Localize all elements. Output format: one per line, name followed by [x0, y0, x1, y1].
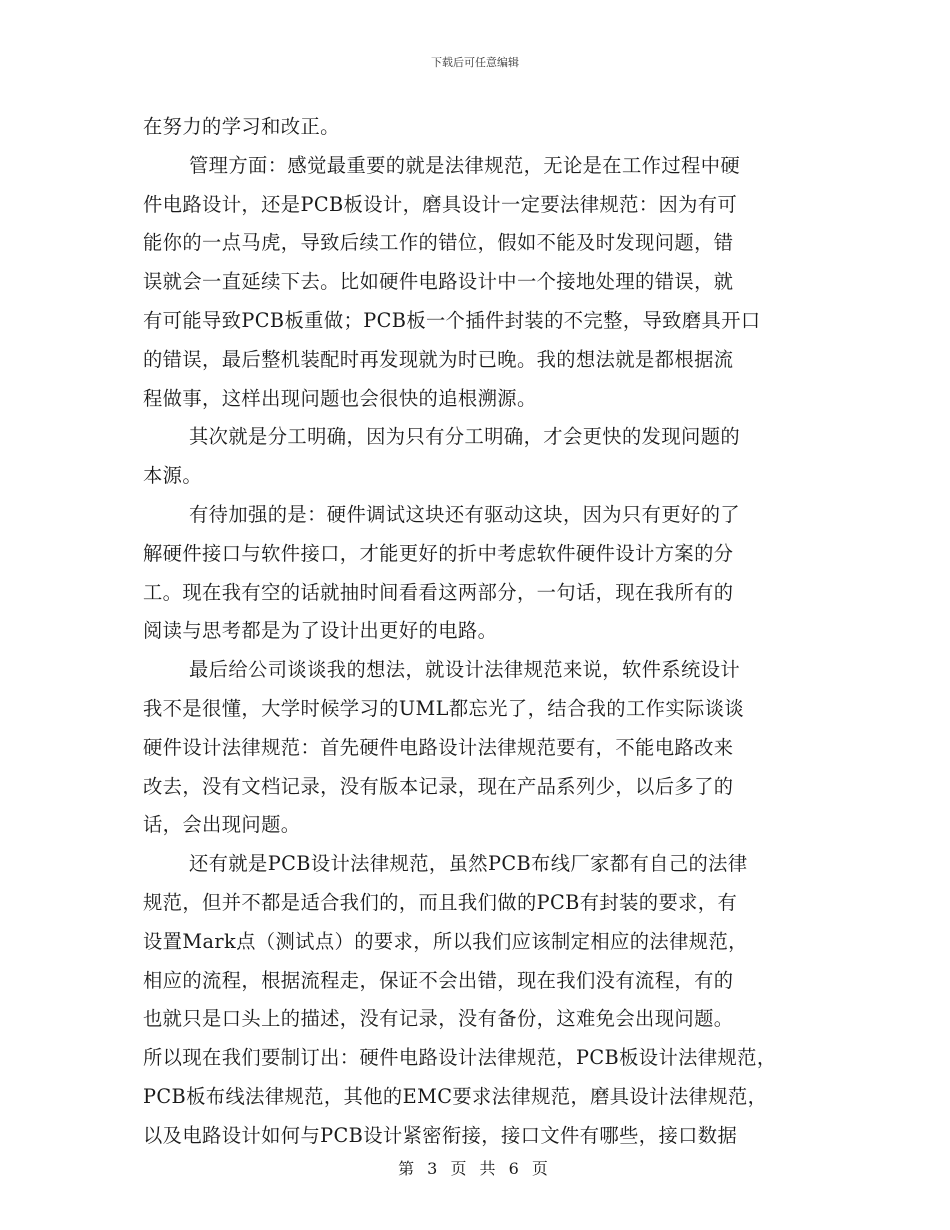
- text-line: 硬件设计法律规范：首先硬件电路设计法律规范要有，不能电路改来: [143, 735, 734, 759]
- text-line: 工。现在我有空的话就抽时间看看这两部分，一句话，现在我所有的: [143, 580, 734, 604]
- text-line: 有待加强的是：硬件调试这块还有驱动这块，因为只有更好的了: [189, 502, 741, 526]
- text-line: 有可能导致PCB板重做；PCB板一个插件封装的不完整，导致磨具开口: [143, 308, 761, 332]
- text-line: 也就只是口头上的描述，没有记录，没有备份，这难免会出现问题。: [143, 1007, 734, 1031]
- text-line: 设置Mark点（测试点）的要求，所以我们应该制定相应的法律规范，: [143, 929, 748, 953]
- text-line: 改去，没有文档记录，没有版本记录，现在产品系列少，以后多了的: [143, 774, 734, 798]
- text-line: 阅读与思考都是为了设计出更好的电路。: [143, 619, 498, 643]
- page-header: 下载后可任意编辑: [431, 56, 519, 69]
- text-line: 在努力的学习和改正。: [143, 115, 340, 138]
- text-line: 还有就是PCB设计法律规范，虽然PCB布线厂家都有自己的法律: [189, 852, 748, 876]
- text-line: 件电路设计，还是PCB板设计，磨具设计一定要法律规范：因为有可: [143, 192, 738, 216]
- text-line: 我不是很懂，大学时候学习的UML都忘光了，结合我的工作实际谈谈: [143, 696, 745, 720]
- text-line: 话，会出现问题。: [143, 813, 301, 837]
- text-line: 规范，但并不都是适合我们的，而且我们做的PCB有封装的要求，有: [143, 890, 738, 914]
- text-line: 最后给公司谈谈我的想法，就设计法律规范来说，软件系统设计: [189, 658, 741, 682]
- text-line: 其次就是分工明确，因为只有分工明确，才会更快的发现问题的: [189, 425, 741, 449]
- text-line: 管理方面：感觉最重要的就是法律规范，无论是在工作过程中硬: [189, 153, 741, 177]
- text-line: 误就会一直延续下去。比如硬件电路设计中一个接地处理的错误，就: [143, 270, 734, 294]
- text-line: 相应的流程，根据流程走，保证不会出错，现在我们没有流程，有的: [143, 968, 734, 992]
- text-line: 所以现在我们要制订出：硬件电路设计法律规范，PCB板设计法律规范，: [143, 1046, 777, 1070]
- text-line: 程做事，这样出现问题也会很快的追根溯源。: [143, 386, 537, 410]
- text-line: 能你的一点马虎，导致后续工作的错位，假如不能及时发现问题，错: [143, 231, 734, 255]
- text-line: PCB板布线法律规范，其他的EMC要求法律规范，磨具设计法律规范，: [143, 1084, 768, 1108]
- text-line: 解硬件接口与软件接口，才能更好的折中考虑软件硬件设计方案的分: [143, 541, 734, 565]
- document-body: [143, 108, 823, 1156]
- text-line: 本源。: [143, 464, 203, 488]
- page-footer: 第 3 页 共 6 页: [398, 1159, 552, 1178]
- text-line: 的错误，最后整机装配时再发现就为时已晚。我的想法就是都根据流: [143, 347, 734, 371]
- text-line: 以及电路设计如何与PCB设计紧密衔接，接口文件有哪些，接口数据: [143, 1123, 738, 1147]
